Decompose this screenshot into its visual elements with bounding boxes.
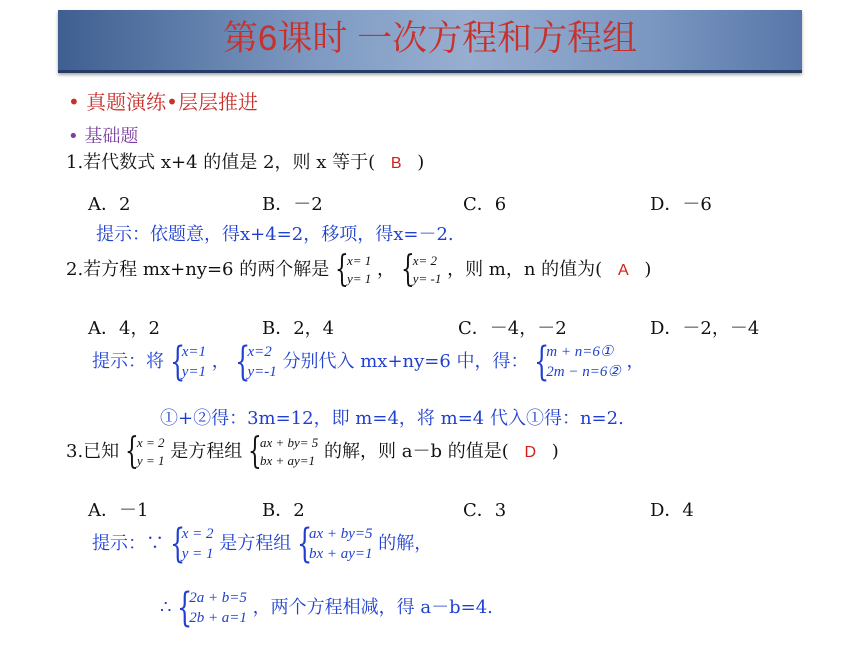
option-b: B．－2 xyxy=(262,194,323,215)
equation-line: x=1 xyxy=(181,344,207,360)
equation-line: y=-1 xyxy=(247,364,277,380)
hint-text: 的解， xyxy=(378,533,433,554)
hint-3 xyxy=(92,521,433,567)
equation-line: bx + ay=1 xyxy=(259,453,316,468)
question-stem: 是方程组 xyxy=(170,441,243,462)
equation-line: 2a + b=5 xyxy=(189,590,247,606)
hint-text: 分别代入 mx+ny=6 中，得： xyxy=(282,351,529,372)
brace-icon: { xyxy=(169,521,186,567)
equation-line: ax + by=5 xyxy=(308,526,373,542)
question-3 xyxy=(66,431,559,472)
equation-system xyxy=(169,339,207,385)
answer-letter: D xyxy=(524,444,537,461)
equation-line: y= -1 xyxy=(412,271,442,286)
hint-text: 提示：∵ xyxy=(92,533,164,554)
brace-icon: { xyxy=(334,249,349,290)
equation-system xyxy=(235,339,277,385)
section-heading: 真题演练•层层推进 xyxy=(86,90,258,114)
brace-icon: { xyxy=(169,339,186,385)
brace-icon: { xyxy=(124,431,139,472)
close-paren: ) xyxy=(551,441,559,462)
question-stem-tail: 的解，则 a－b 的值是( xyxy=(324,441,509,462)
option-b: B．2，4 xyxy=(262,318,335,339)
equation-line: y=1 xyxy=(181,364,207,380)
equation-system xyxy=(334,249,372,290)
question-1 xyxy=(66,148,424,174)
option-c: C．6 xyxy=(463,194,507,215)
question-stem-tail: ，则 m，n 的值为( xyxy=(447,259,603,280)
equation-line: x = 2 xyxy=(181,526,214,542)
subsection-heading: 基础题 xyxy=(84,126,139,147)
close-paren: ) xyxy=(644,259,652,280)
equation-system xyxy=(124,431,165,472)
option-d: D．－2，－4 xyxy=(650,318,760,339)
separator: ， xyxy=(376,259,395,280)
bullet-dot-icon: • xyxy=(68,90,80,114)
therefore-icon: ∴ xyxy=(160,597,172,618)
title-banner xyxy=(58,10,802,73)
equation-line: 2m − n=6② xyxy=(546,364,621,380)
brace-icon: { xyxy=(534,339,550,385)
hint-1: 提示：依题意，得x+4=2，移项，得x=－2. xyxy=(96,224,454,245)
question-stem: 1.若代数式 x+4 的值是 2，则 x 等于( xyxy=(66,152,376,173)
option-a: A．4，2 xyxy=(88,318,160,339)
brace-icon: { xyxy=(235,339,251,385)
option-d: D．4 xyxy=(650,500,694,521)
section-bullet-practice xyxy=(68,86,258,115)
equation-line: ax + by= 5 xyxy=(259,435,319,450)
option-a: A．2 xyxy=(88,194,131,215)
close-paren: ) xyxy=(417,152,425,173)
equation-line: x= 1 xyxy=(346,253,372,268)
brace-icon: { xyxy=(177,585,193,631)
hint-2-line2: ①+②得：3m=12，即 m=4，将 m=4 代入①得：n=2. xyxy=(160,408,624,429)
hint-3-line2 xyxy=(160,585,493,631)
page-title: 第6课时 一次方程和方程组 xyxy=(222,19,638,58)
equation-line: y= 1 xyxy=(346,271,372,286)
equation-line: bx + ay=1 xyxy=(308,546,373,562)
option-b: B．2 xyxy=(262,500,305,521)
option-c: C．3 xyxy=(463,500,507,521)
separator: ， xyxy=(211,351,230,372)
question-stem: 3.已知 xyxy=(66,441,120,462)
equation-system xyxy=(296,521,373,567)
equation-system xyxy=(534,339,621,385)
brace-icon: { xyxy=(400,249,415,290)
hint-text: 是方程组 xyxy=(219,533,292,554)
hint-text: ，两个方程相减，得 a－b=4. xyxy=(252,597,493,618)
answer-letter: A xyxy=(617,262,629,279)
equation-line: x= 2 xyxy=(412,253,438,268)
equation-system xyxy=(177,585,247,631)
hint-2 xyxy=(92,339,645,385)
equation-line: y = 1 xyxy=(136,453,165,468)
hint-text: ， xyxy=(626,351,645,372)
answer-letter: B xyxy=(390,155,402,172)
section-bullet-basic xyxy=(68,122,138,148)
equation-system xyxy=(169,521,214,567)
bullet-dot-icon: • xyxy=(68,126,79,147)
equation-line: 2b + a=1 xyxy=(189,610,247,626)
brace-icon: { xyxy=(296,521,313,567)
option-a: A．－1 xyxy=(88,500,149,521)
equation-line: x = 2 xyxy=(136,435,165,450)
equation-line: m + n=6① xyxy=(546,344,614,360)
option-c: C．－4，－2 xyxy=(458,318,567,339)
hint-text: 提示：将 xyxy=(92,351,164,372)
option-d: D．－6 xyxy=(650,194,712,215)
equation-line: x=2 xyxy=(247,344,272,360)
question-2 xyxy=(66,249,652,290)
question-stem: 2.若方程 mx+ny=6 的两个解是 xyxy=(66,259,330,280)
equation-system xyxy=(247,431,319,472)
equation-system xyxy=(400,249,442,290)
brace-icon: { xyxy=(247,431,262,472)
equation-line: y = 1 xyxy=(181,546,214,562)
